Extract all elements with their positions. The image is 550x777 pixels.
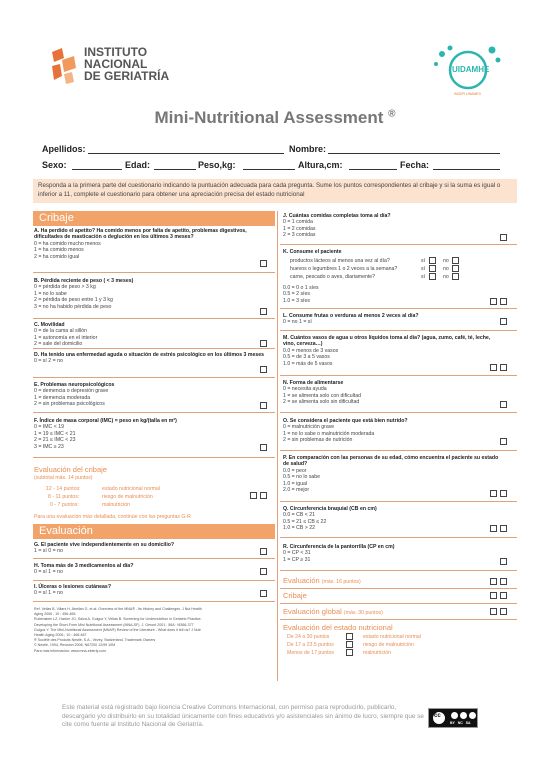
question-m-title: M. Cuántos vasos de agua u otros líquidos toma al día? (agua, zumo, café, té, leche, vino, cerveza…) <box>283 335 491 348</box>
question-k-l2: huevos o legumbres 1 o 2 veces a la semana? <box>290 266 398 272</box>
question-a-opt0: 0 = ha comido mucho menos <box>34 240 101 247</box>
question-j-title: J. Cuántas comidas completas toma al día? <box>283 213 391 219</box>
question-g-title: G. El paciente vive independientemente en su domicilio? <box>34 542 175 548</box>
evaluacion-header: Evaluación <box>33 524 275 539</box>
cribaje-range3-pts: 0 - 7 puntos: <box>50 502 79 508</box>
question-c-opt1: 1 = autonomía en el interior <box>34 334 98 341</box>
inger-logo <box>48 44 178 94</box>
score-box-c[interactable] <box>260 340 267 347</box>
ref-line: © Nestlé, 1994, Revision 2006. N67200 12/99 10M <box>34 643 116 648</box>
question-l <box>283 313 503 326</box>
question-q-opt1: 0.5 = 21 ≤ CB ≤ 22 <box>283 518 327 525</box>
ref-line: Guigoz Y. The Mini-Nutritional Assessment (MNA®) Review of the Literature - What does it tell us? J Nutr <box>34 627 201 632</box>
page-title <box>0 108 550 128</box>
question-k <box>283 249 503 255</box>
question-c-opt0: 0 = de la cama al sillón <box>34 328 87 335</box>
cribaje-subtotal-box1[interactable] <box>490 592 497 599</box>
ref-line: Para más información: www.mna-elderly.com <box>34 648 106 653</box>
question-m-opt2: 1.0 = más de 5 vasos <box>283 360 333 367</box>
question-o-title: O. Se considera el paciente que está bien nutrido? <box>283 418 408 424</box>
question-j <box>283 213 503 239</box>
score-box-f[interactable] <box>260 444 267 451</box>
question-b-opt0: 0 = pérdida de peso > 3 kg <box>34 284 96 291</box>
score-box-l[interactable] <box>500 318 507 325</box>
uidamhe-logo <box>428 44 508 100</box>
fecha-label: Fecha: <box>400 160 430 170</box>
estado-box2[interactable] <box>346 641 353 648</box>
registered-mark: ® <box>388 108 396 120</box>
question-f-opt2: 2 = 21 ≤ IMC < 23 <box>34 437 76 444</box>
instructions-text: Responda a la primera parte del cuestionario indicando la puntuación adecuada para cada pregunta. Sume los puntos correspondientes al cribaje y si la suma es igual o inferior a 11, complete el cuestionario para obtener una apreciación precisa del estado nutricional <box>38 182 501 198</box>
question-o-opt0: 0 = malnutrición grave <box>283 424 335 431</box>
divider <box>280 308 517 309</box>
question-n-opt0: 0 = necesita ayuda <box>283 386 327 393</box>
score-box-r[interactable] <box>500 558 507 565</box>
question-o-opt2: 2 = sin problemas de nutrición <box>283 437 353 444</box>
divider <box>280 375 517 376</box>
score-box-q1[interactable] <box>490 525 497 532</box>
cribaje-range2-pts: 8 - 11 puntos: <box>48 494 80 500</box>
cribaje-total-box2[interactable] <box>260 492 267 499</box>
cribaje-eval-title: Evaluación del cribaje <box>34 465 107 474</box>
question-n-opt2: 2 = se alimenta solo sin dificultad <box>283 399 360 406</box>
question-l-opt0: 0 = no 1 = sí <box>283 319 312 326</box>
altura-label: Altura,cm: <box>298 160 343 170</box>
question-k-opt2: 1.0 = 3 síes <box>283 297 310 304</box>
question-k-title: K. Consume el paciente <box>283 249 342 255</box>
question-g-opt0: 1 = sí 0 = no <box>34 548 63 555</box>
question-q-opt0: 0.0 = CB < 21 <box>283 512 316 519</box>
question-k-opts <box>283 285 483 304</box>
divider <box>33 457 275 458</box>
peso-field[interactable] <box>243 160 295 170</box>
question-r-opt0: 0 = CP < 31 <box>283 550 311 557</box>
cribaje-range1-pts: 12 - 14 puntos: <box>46 486 81 492</box>
eval-total-box2[interactable] <box>500 578 507 585</box>
question-p-opt1: 0.5 = no lo sabe <box>283 474 321 481</box>
question-g <box>34 542 266 555</box>
score-box-d[interactable] <box>260 366 267 373</box>
divider <box>280 619 517 620</box>
score-box-m1[interactable] <box>490 364 497 371</box>
question-r-opt1: 1 = CP ≥ 31 <box>283 556 311 563</box>
question-e-title: E. Problemas neuropsicológicos <box>34 382 115 388</box>
divider <box>33 272 275 273</box>
score-box-j[interactable] <box>500 234 507 241</box>
question-b-opt2: 2 = pérdida de peso entre 1 y 3 kg <box>34 297 113 304</box>
score-box-p2[interactable] <box>500 490 507 497</box>
ref-line: Aging 2006 ; 10 : 456-465. <box>34 612 77 617</box>
logo-line3: DE GERIATRÍA <box>84 69 170 83</box>
divider <box>280 501 517 502</box>
inger-logo-icon <box>48 46 78 86</box>
divider <box>33 580 275 581</box>
divider <box>33 377 275 378</box>
score-box-a[interactable] <box>260 260 267 267</box>
divider <box>33 318 275 319</box>
apellidos-field[interactable] <box>88 144 284 154</box>
question-k-l1: productos lácteos al menos una vez al día? <box>290 258 390 264</box>
question-i <box>34 584 266 597</box>
logo-line2: NACIONAL <box>84 57 148 71</box>
k-no-label: no <box>443 258 449 264</box>
license-text: Este material está registrado bajo licencia Creative Commons Internacional, con permiso para reproducirlo, publicarlo, descargarlo y/o distribuirlo en su totalidad únicamente con fines educativos y/o asistenciales sin ánimo de lucro, siempre que se cite como fuente al Instituto Nacional de Geriatría. <box>62 704 424 729</box>
cribaje-total-box1[interactable] <box>250 492 257 499</box>
question-j-opt1: 1 = 2 comidas <box>283 225 316 232</box>
evaluacion-global-sub: (máx. 30 puntos) <box>343 610 383 616</box>
cribaje-subtotal-label: Cribaje <box>283 591 307 600</box>
edad-field[interactable] <box>154 160 196 170</box>
estado-range1-txt: estado nutricional normal <box>363 634 421 640</box>
question-k-l3: carne, pescado o aves, diariamente? <box>290 274 376 280</box>
nc-icon <box>460 712 467 719</box>
estado-range3-pts: Menos de 17 puntos <box>287 650 335 656</box>
question-b <box>34 278 266 310</box>
question-d-title: D. Ha tenido una enfermedad aguda o situación de estrés psicológico en los últimos 3 meses <box>34 352 265 358</box>
sa-icon <box>469 712 476 719</box>
question-m-opt0: 0.0 = menos de 3 vasos <box>283 347 339 354</box>
uidamhe-sub: INGER UNAMEX <box>454 92 482 96</box>
estado-nutricional-title: Evaluación del estado nutricional <box>283 623 393 632</box>
cc-license-badge <box>428 708 478 728</box>
divider <box>280 412 517 413</box>
question-f <box>34 418 266 450</box>
question-r-title: R. Circunferencia de la pantorrilla (CP en cm) <box>283 544 395 550</box>
k-si-label: sí <box>421 274 426 280</box>
k-si-label: sí <box>421 258 426 264</box>
question-p-title: P. En comparación con las personas de su edad, cómo encuentra el paciente su estado de salud? <box>283 455 499 468</box>
question-q-opt2: 1.0 = CB > 22 <box>283 525 316 532</box>
question-c-title: C. Movilidad <box>34 322 65 328</box>
divider <box>280 588 517 589</box>
ref-line: ® Société des Produits Nestlé, S.A., Vevey, Switzerland, Trademark Owners <box>34 638 156 643</box>
question-p <box>283 455 503 493</box>
score-box-m2[interactable] <box>500 364 507 371</box>
question-a <box>34 228 266 260</box>
question-a-opt1: 1 = ha comido menos <box>34 247 84 254</box>
score-box-p1[interactable] <box>490 490 497 497</box>
question-n <box>283 380 503 406</box>
question-q-title: Q. Circunferencia braquial (CB en cm) <box>283 506 377 512</box>
question-b-opt1: 1 = no lo sabe <box>34 290 67 297</box>
question-n-title: N. Forma de alimentarse <box>283 380 344 386</box>
question-f-opt0: 0 = IMC < 19 <box>34 424 64 431</box>
fecha-field[interactable] <box>433 160 500 170</box>
score-box-e[interactable] <box>260 402 267 409</box>
score-box-h[interactable] <box>260 568 267 575</box>
cribaje-header: Cribaje <box>33 211 275 226</box>
divider <box>280 244 517 245</box>
estado-box3[interactable] <box>346 649 353 656</box>
evaluacion-subtotal <box>283 576 361 585</box>
estado-range1-pts: De 24 a 30 puntos <box>287 634 330 640</box>
k-l1-no-box[interactable] <box>452 257 459 264</box>
eval-total-box1[interactable] <box>490 578 497 585</box>
question-i-opt0: 0 = sí 1 = no <box>34 590 63 597</box>
evaluacion-global-label: Evaluación global <box>283 607 342 616</box>
estado-range3-txt: malnutrición <box>363 650 391 656</box>
score-box-k2[interactable] <box>500 298 507 305</box>
question-f-opt1: 1 = 19 ≤ IMC < 21 <box>34 430 76 437</box>
question-b-title: B. Pérdida reciente de peso ( < 3 meses) <box>34 278 134 284</box>
question-d <box>34 352 266 365</box>
question-j-opt0: 0 = 1 comida <box>283 219 313 226</box>
question-p-opt2: 1.0 = igual <box>283 480 308 487</box>
question-f-title: F. Índice de masa corporal (IMC) = peso en kg/(talla en m²) <box>34 418 177 424</box>
question-a-opt2: 2 = ha comido igual <box>34 253 80 260</box>
question-q <box>283 506 503 532</box>
global-total-box1[interactable] <box>490 608 497 615</box>
question-f-opt3: 3 = IMC ≥ 23 <box>34 443 64 450</box>
score-box-n[interactable] <box>500 401 507 408</box>
question-k-opt1: 0.5 = 2 síes <box>283 291 310 298</box>
altura-field[interactable] <box>349 160 397 170</box>
question-p-opt3: 2.0 = mejor <box>283 487 310 494</box>
nombre-field[interactable] <box>328 144 500 154</box>
edad-label: Edad: <box>125 160 151 170</box>
question-l-title: L. Consume frutas o verduras al menos 2 veces al día? <box>283 313 419 319</box>
cribaje-range2-txt: riesgo de malnutrición <box>102 494 153 500</box>
cc-labels: BY NC SA <box>450 721 471 725</box>
uidamhe-text: UIDAMHE <box>452 65 490 74</box>
question-h <box>34 563 266 576</box>
score-box-g[interactable] <box>260 548 267 555</box>
column-divider <box>277 211 278 681</box>
evaluacion-global <box>283 607 383 616</box>
k-no-label: no <box>443 274 449 280</box>
divider <box>33 601 275 602</box>
nombre-label: Nombre: <box>289 144 327 154</box>
k-l3-si-box[interactable] <box>429 273 436 280</box>
references <box>34 607 270 654</box>
k-l3-no-box[interactable] <box>452 273 459 280</box>
cc-logo-text: cc <box>434 713 441 719</box>
estado-range2-pts: De 17 a 23.5 puntos <box>287 642 334 648</box>
question-o-opt1: 1 = no lo sabe o malnutrición moderada <box>283 430 375 437</box>
k-no-label: no <box>443 266 449 272</box>
cribaje-range3-txt: malnutrición <box>102 502 130 508</box>
ref-line: Rubenstein LZ, Harker JO, Salva A, Guigoz Y, Vellas B. Screening for Undernutrition in Geriatric Practice: <box>34 617 202 622</box>
question-e-opt0: 0 = demencia o depresión grave <box>34 388 109 395</box>
score-box-b[interactable] <box>260 308 267 315</box>
question-r <box>283 544 503 563</box>
cribaje-subtotal-box2[interactable] <box>500 592 507 599</box>
sexo-field[interactable] <box>72 160 122 170</box>
logo-line1: INSTITUTO <box>84 45 148 59</box>
cribaje-eval-sub: (subtotal máx. 14 puntos) <box>34 475 93 481</box>
by-icon <box>451 712 458 719</box>
divider <box>33 558 275 559</box>
evaluacion-subtotal-label: Evaluación <box>283 576 320 585</box>
divider <box>33 348 275 349</box>
k-l2-no-box[interactable] <box>452 265 459 272</box>
question-j-opt2: 2 = 3 comidas <box>283 232 316 239</box>
question-o <box>283 418 503 444</box>
divider <box>280 603 517 604</box>
k-l2-si-box[interactable] <box>429 265 436 272</box>
score-box-i[interactable] <box>260 590 267 597</box>
question-e <box>34 382 266 408</box>
question-k-opt0: 0.0 = 0 o 1 síes <box>283 285 319 291</box>
apellidos-label: Apellidos: <box>42 144 86 154</box>
divider <box>280 330 517 331</box>
k-l1-si-box[interactable] <box>429 257 436 264</box>
question-n-opt1: 1 = se alimenta solo con dificultad <box>283 392 362 399</box>
ref-line: Developing the Short-Form Mini Nutritional Assessment (MNA-SF). J. Geront 2001 ; 56A : M366-377 <box>34 622 194 627</box>
question-i-title: I. Úlceras o lesiones cutáneas? <box>34 584 111 590</box>
ref-line: Ref. Vellas B, Villars H, Abellan G, et al. Overview of the MNA® - Its History and Challenges. J Nut Health <box>34 607 202 611</box>
estado-box1[interactable] <box>346 633 353 640</box>
question-a-title: A. Ha perdido el apetito? Ha comido menos por falta de apetito, problemas digestivos, dificultades de masticación o deglución en los últimos 3 meses? <box>34 228 247 241</box>
page-title-text: Mini-Nutritional Assessment <box>154 108 384 127</box>
divider <box>280 570 517 571</box>
question-b-opt3: 3 = no ha habido pérdida de peso <box>34 303 112 310</box>
question-m-opt1: 0.5 = de 3 a 5 vasos <box>283 354 330 361</box>
peso-label: Peso,kg: <box>198 160 236 170</box>
evaluacion-subtotal-sub: (máx. 16 puntos) <box>321 579 361 585</box>
question-e-opt2: 2 = sin problemas psicológicos <box>34 401 105 408</box>
score-box-o[interactable] <box>500 438 507 445</box>
question-e-opt1: 1 = demencia moderada <box>34 394 91 401</box>
question-c <box>34 322 266 348</box>
score-box-k1[interactable] <box>490 298 497 305</box>
divider <box>280 537 517 538</box>
ref-line: Health Aging 2006 ; 10 : 466-487 <box>34 633 87 638</box>
sexo-label: Sexo: <box>42 160 67 170</box>
question-c-opt2: 2 = sale del domicilio <box>34 341 83 348</box>
question-m <box>283 335 503 367</box>
global-total-box2[interactable] <box>500 608 507 615</box>
question-h-title: H. Toma más de 3 medicamentos al día? <box>34 563 134 569</box>
score-box-q2[interactable] <box>500 525 507 532</box>
question-h-opt0: 0 = sí 1 = no <box>34 569 63 576</box>
divider <box>280 450 517 451</box>
cribaje-range1-txt: estado nutricional normal <box>102 486 160 492</box>
divider <box>33 412 275 413</box>
cribaje-continue: Para una evaluación más detallada, continúe con las preguntas G-R <box>34 514 191 520</box>
question-p-opt0: 0.0 = peor <box>283 467 307 474</box>
k-si-label: sí <box>421 266 426 272</box>
question-d-opt0: 0 = sí 2 = no <box>34 358 63 365</box>
estado-range2-txt: riesgo de malnutrición <box>363 642 414 648</box>
